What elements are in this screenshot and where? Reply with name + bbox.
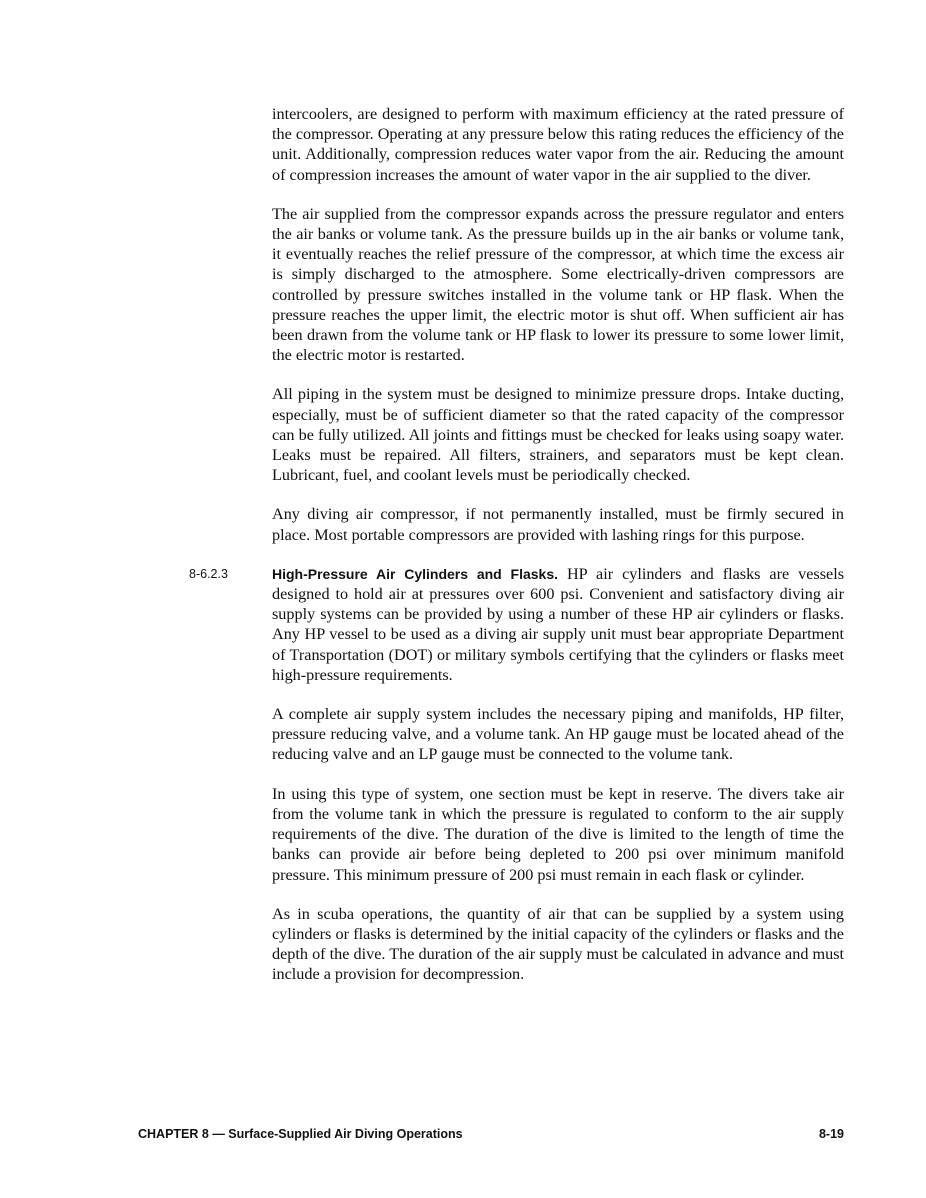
- section-hp-cylinders: [189, 564, 845, 985]
- paragraph-air-supply-flow: The air supplied from the compressor expands across the pressure regulator and enters the air banks or volume tank. As the pressure builds up in the air banks or volume tank, it eventually reaches the relief pressure of the compressor, at which time the excess air is simply discharged to the atmosphere. Some electrically-driven compressors are controlled by pressure switches installed in the volume tank or HP flask. When the pressure reaches the upper limit, the electric motor is shut off. When sufficient air has been drawn from the volume tank or HP flask to lower its pressure to some lower limit, the electric motor is restarted.: [272, 204, 844, 365]
- section-lead-text: HP air cylinders and flasks are vessels designed to hold air at pressures over 600 psi. Convenient and satisfactory diving air supply systems can be provided by using a number of these HP air cylinders or flasks. Any HP vessel to be used as a diving air supply unit must bear appropriate Department of Transportation (DOT) or military symbols certifying that the cylinders or flasks meet high-pressure requirements.: [272, 564, 845, 684]
- paragraph-intercoolers: intercoolers, are designed to perform with maximum efficiency at the rated pressure of the compressor. Operating at any pressure below this rating reduces the efficiency of the unit. Additionally, compression reduces water vapor from the air. Reducing the amount of compression increases the amount of water vapor in the air supplied to the diver.: [272, 105, 844, 184]
- section-lead-paragraph: [272, 564, 844, 685]
- paragraph-piping: All piping in the system must be designed to minimize pressure drops. Intake ducting, especially, must be of sufficient diameter so that the rated capacity of the compressor can be fully utilized. All joints and fittings must be checked for leaks using soapy water. Leaks must be repaired. All filters, strainers, and separators must be kept clean. Lubricant, fuel, and coolant levels must be periodically checked.: [272, 385, 844, 485]
- paragraph-complete-system: A complete air supply system includes the necessary piping and manifolds, HP filter, pressure reducing valve, and a volume tank. An HP gauge must be located ahead of the reducing valve and an LP gauge must be connected to the volume tank.: [272, 705, 844, 764]
- paragraph-air-quantity: As in scuba operations, the quantity of air that can be supplied by a system using cylinders or flasks is determined by the initial capacity of the cylinders or flasks and the depth of the dive. The duration of the air supply must be calculated in advance and must include a provision for decompression.: [272, 904, 844, 984]
- paragraph-reserve-section: In using this type of system, one section must be kept in reserve. The divers take air from the volume tank in which the pressure is regulated to conform to the air supply requirements of the dive. The duration of the dive is limited to the length of time the banks can provide air before being depleted to 200 psi over minimum manifold pressure. This minimum pressure of 200 psi must remain in each flask or cylinder.: [272, 784, 844, 884]
- body-text: [189, 104, 845, 1004]
- footer-page-number: 8-19: [818, 1127, 844, 1141]
- paragraph-compressor-securing: Any diving air compressor, if not permanently installed, must be firmly secured in place. Most portable compressors are provided with lashing rings for this purpose.: [272, 505, 844, 544]
- footer-chapter-title: CHAPTER 8 — Surface-Supplied Air Diving Operations: [138, 1127, 463, 1141]
- section-number: 8-6.2.3: [189, 566, 228, 581]
- section-title: High-Pressure Air Cylinders and Flasks.: [272, 565, 559, 582]
- page-footer: [138, 1127, 844, 1141]
